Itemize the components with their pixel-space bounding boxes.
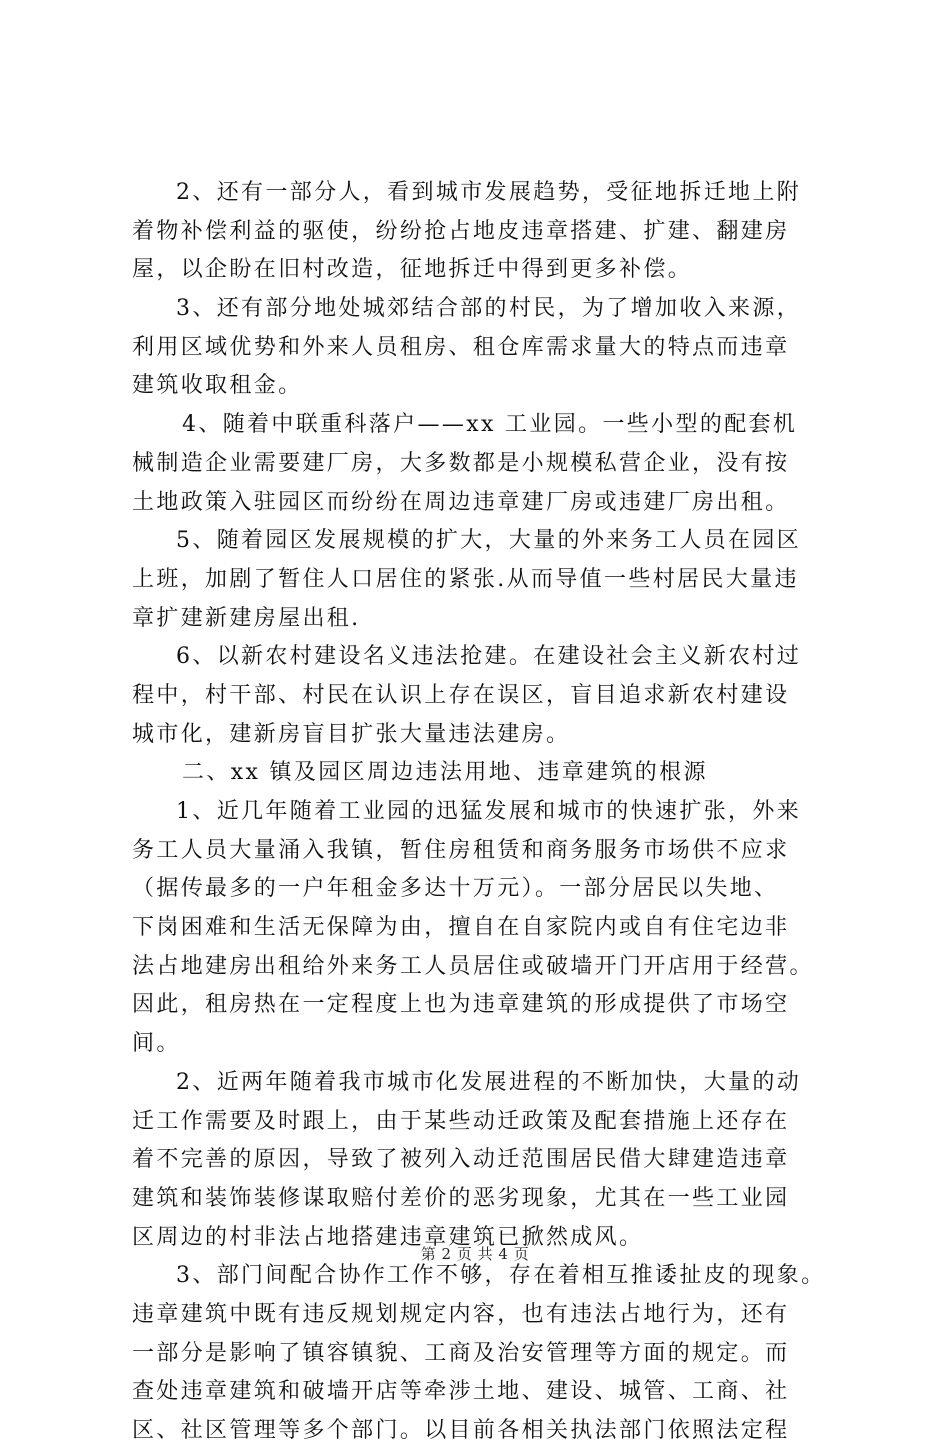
- text-line: 程中，村干部、村民在认识上存在误区，盲目追求新农村建设: [132, 682, 790, 708]
- text-line: 法占地建房出租给外来务工人员居住或破墙开门开店用于经营。: [132, 953, 814, 979]
- text-line: 3、部门间配合协作工作不够，存在着相互推诿扯皮的现象。: [176, 1263, 826, 1289]
- text-line: 迁工作需要及时跟上，由于某些动迁政策及配套措施上还存在: [132, 1108, 790, 1134]
- text-line: 5、随着园区发展规模的扩大，大量的外来务工人员在园区: [176, 528, 802, 554]
- text-line: 一部分是影响了镇容镇貌、工商及治安管理等方面的规定。而: [132, 1340, 790, 1366]
- text-line: 着不完善的原因，导致了被列入动迁范围居民借大肆建造违章: [132, 1147, 790, 1173]
- text-line: 因此，租房热在一定程度上也为违章建筑的形成提供了市场空: [132, 992, 790, 1018]
- text-line: 2、还有一部分人，看到城市发展趋势，受征地拆迁地上附: [176, 180, 802, 205]
- text-line: 4、随着中联重科落户——xx 工业园。一些小型的配套机: [182, 412, 798, 438]
- text-line: 下岗困难和生活无保障为由，擅自在自家院内或自有住宅边非: [132, 915, 790, 941]
- text-line: 2、近两年随着我市城市化发展进程的不断加快，大量的动: [176, 1069, 802, 1095]
- text-line: 区、社区管理等多个部门。以目前各相关执法部门依照法定程: [132, 1418, 790, 1443]
- text-line: 查处违章建筑和破墙开店等牵涉土地、建设、城管、工商、社: [132, 1379, 790, 1405]
- text-line: 着物补偿利益的驱使，纷纷抢占地皮违章搭建、扩建、翻建房: [132, 218, 790, 244]
- text-line: 6、以新农村建设名义违法抢建。在建设社会主义新农村过: [176, 644, 802, 670]
- text-line: 3、还有部分地处城郊结合部的村民，为了增加收入来源，: [176, 296, 802, 322]
- text-line: 上班，加剧了暂住人口居住的紧张.从而导值一些村居民大量违: [132, 566, 799, 592]
- page-footer: 第 2 页 共 4 页: [420, 1245, 530, 1263]
- text-line: 1、近几年随着工业园的迅猛发展和城市的快速扩张，外来: [176, 799, 802, 824]
- text-line: 土地政策入驻园区而纷纷在周边违章建厂房或违建厂房出租。: [132, 489, 790, 515]
- text-line: 间。: [132, 1031, 181, 1057]
- text-line: 城市化，建新房盲目扩张大量违法建房。: [132, 721, 571, 747]
- text-line: 违章建筑中既有违反规划规定内容，也有违法占地行为，还有: [132, 1301, 790, 1327]
- text-line: 械制造企业需要建厂房，大多数都是小规模私营企业，没有按: [132, 450, 790, 476]
- text-line: 屋，以企盼在旧村改造，征地拆迁中得到更多补偿。: [132, 257, 693, 283]
- text-line: 务工人员大量涌入我镇，暂住房租赁和商务服务市场供不应求: [132, 837, 790, 863]
- text-line: 区周边的村非法占地搭建违章建筑已掀然成风。: [132, 1224, 644, 1250]
- text-line: （据传最多的一户年租金多达十万元）。一部分居民以失地、: [132, 876, 779, 902]
- text-line: 章扩建新建房屋出租.: [132, 605, 361, 631]
- text-line: 建筑和装饰装修谋取赔付差价的恶劣现象，尤其在一些工业园: [132, 1185, 790, 1211]
- text-line: 利用区域优势和外来人员租房、租仓库需求量大的特点而违章: [132, 334, 790, 360]
- text-line: 建筑收取租金。: [132, 373, 303, 399]
- text-line: 二、xx 镇及园区周边违法用地、违章建筑的根源: [182, 760, 708, 786]
